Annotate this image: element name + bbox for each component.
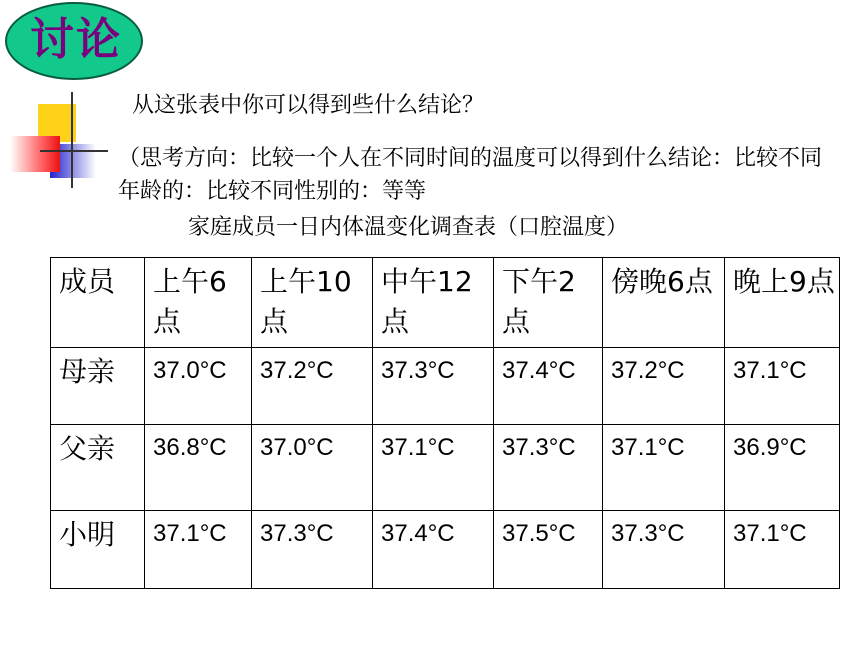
table-header-row [51,258,840,348]
temperature-cell: 37.0°C [252,425,373,511]
table-row [51,425,840,511]
member-cell: 父亲 [51,425,145,511]
temperature-cell: 37.2°C [603,348,725,425]
temperature-cell: 37.3°C [252,511,373,589]
member-cell: 母亲 [51,348,145,425]
temperature-cell: 37.3°C [494,425,603,511]
temperature-cell: 37.1°C [145,511,252,589]
topic-badge [5,2,143,80]
table-row [51,511,840,589]
table-row [51,348,840,425]
header-cell: 中午12点 [373,258,494,348]
temperature-cell: 37.3°C [373,348,494,425]
header-cell: 上午6点 [145,258,252,348]
temperature-cell: 37.1°C [373,425,494,511]
header-cell: 下午2点 [494,258,603,348]
temperature-cell: 37.3°C [603,511,725,589]
header-cell: 成员 [51,258,145,348]
temperature-cell: 37.4°C [373,511,494,589]
temperature-cell: 37.5°C [494,511,603,589]
table-title: 家庭成员一日内体温变化调查表（口腔温度） [188,215,629,240]
header-cell: 傍晚6点 [603,258,725,348]
temperature-cell: 37.2°C [252,348,373,425]
header-cell: 晚上9点 [725,258,840,348]
badge-label: 讨论 [30,14,122,65]
question-text: 从这张表中你可以得到些什么结论？ [132,93,485,118]
temperature-cell: 37.1°C [725,511,840,589]
member-cell: 小明 [51,511,145,589]
hint-text: （思考方向：比较一个人在不同时间的温度可以得到什么结论：比较不同年龄的：比较不同性别的：等等 [118,146,823,204]
temperature-cell: 36.9°C [725,425,840,511]
temperature-cell: 37.0°C [145,348,252,425]
temperature-cell: 37.4°C [494,348,603,425]
temperature-cell: 37.1°C [725,348,840,425]
decorative-squares-icon [0,88,110,198]
temperature-table [50,257,840,589]
header-cell: 上午10点 [252,258,373,348]
temperature-cell: 37.1°C [603,425,725,511]
temperature-cell: 36.8°C [145,425,252,511]
